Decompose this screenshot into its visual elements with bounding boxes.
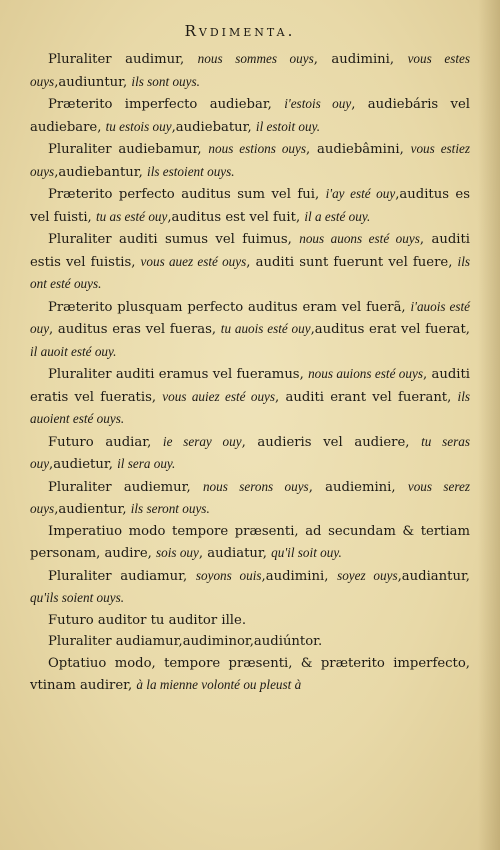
paragraph xyxy=(30,183,470,228)
french-translation: soyons ouis xyxy=(195,567,262,583)
french-translation: il auoit esté ouy. xyxy=(30,343,117,359)
latin-text: , auditus eras vel fueras, xyxy=(49,322,221,337)
french-translation: vous auez esté ouys xyxy=(140,253,247,269)
latin-text: ,auditus es vel fuisti, xyxy=(30,187,470,225)
french-translation: qu'ils soient ouys. xyxy=(30,590,125,605)
paragraph xyxy=(30,631,470,653)
french-translation: ils auoient esté ouys. xyxy=(30,388,471,426)
french-translation: i'estois ouy xyxy=(284,96,352,111)
french-translation: qu'il soit ouy. xyxy=(271,545,342,560)
french-translation: à la mienne volonté ou pleust à xyxy=(136,677,302,692)
french-translation: nous estions ouys xyxy=(208,141,306,156)
french-translation: tu as esté ouy xyxy=(95,208,168,224)
latin-text: , audiatur, xyxy=(198,546,272,561)
french-translation: soyez ouys xyxy=(337,567,398,583)
french-translation: tu estois ouy xyxy=(105,118,172,134)
latin-text: ,audiebatur, xyxy=(171,119,256,135)
paragraph xyxy=(30,296,470,364)
paragraph xyxy=(30,521,470,565)
french-translation: ils ont esté ouys. xyxy=(30,253,470,291)
french-translation: vous serez ouys xyxy=(30,478,470,516)
latin-text: , auditi erant vel fuerant, xyxy=(275,389,458,405)
latin-text: ,audiebantur, xyxy=(54,164,148,180)
french-translation: ils estoient ouys. xyxy=(147,163,235,179)
french-translation: il a esté ouy. xyxy=(304,208,371,224)
latin-text: Pluraliter audiebamur, xyxy=(48,142,209,157)
french-translation: tu seras ouy xyxy=(30,433,470,471)
latin-text: ,audientur, xyxy=(54,502,131,517)
latin-text: Præterito perfecto auditus sum vel fui, xyxy=(48,187,326,202)
french-translation: vous estes ouys xyxy=(30,51,470,89)
french-translation: ils sont ouys. xyxy=(131,73,200,89)
page-gutter-shadow xyxy=(478,0,500,850)
french-translation: i'ay esté ouy xyxy=(325,186,396,201)
latin-text: Futuro auditor tu auditor ille. xyxy=(48,612,247,628)
french-translation: il estoit ouy. xyxy=(255,118,321,134)
latin-text: ,audimini, xyxy=(261,568,338,584)
french-translation: vous estiez ouys xyxy=(30,141,470,179)
latin-text: Optatiuo modo, tempore præsenti, & præterito imperfecto, vtinam audirer, xyxy=(30,655,470,693)
french-translation: nous serons ouys xyxy=(202,478,309,494)
french-translation: nous auions esté ouys xyxy=(308,366,423,381)
french-translation: nous auons esté ouys xyxy=(299,231,420,246)
french-translation: vous auiez esté ouys xyxy=(162,388,276,404)
latin-text: , auditi eratis vel fueratis, xyxy=(30,367,470,405)
paragraph xyxy=(30,431,470,476)
paragraph xyxy=(30,228,470,296)
body-text xyxy=(30,48,470,697)
french-translation: nous sommes ouys xyxy=(197,51,314,66)
latin-text: ,audiuntur, xyxy=(54,74,132,90)
latin-text: Pluraliter audiamur, xyxy=(48,568,196,584)
latin-text: , audimini, xyxy=(313,52,408,67)
latin-text: Pluraliter audiemur, xyxy=(48,479,203,495)
latin-text: ,audietur, xyxy=(49,457,118,472)
paragraph xyxy=(30,565,470,610)
paragraph xyxy=(30,653,470,697)
paragraph xyxy=(30,138,470,183)
latin-text: Futuro audiar, xyxy=(48,434,163,450)
paragraph xyxy=(30,610,470,632)
latin-text: Pluraliter auditi eramus vel fueramus, xyxy=(48,367,309,382)
latin-text: , auditi sunt fuerunt vel fuere, xyxy=(246,254,458,270)
paragraph xyxy=(30,93,470,138)
paragraph xyxy=(30,363,470,431)
latin-text: Pluraliter audiamur,audiminor,audiúntor. xyxy=(48,634,323,649)
latin-text: ,audiantur, xyxy=(397,568,470,584)
latin-text: , auditi estis vel fuistis, xyxy=(30,232,470,270)
french-translation: il sera ouy. xyxy=(117,456,176,471)
latin-text: Imperatiuo modo tempore præsenti, ad secundam & tertiam personam, audire, xyxy=(30,523,470,561)
paragraph xyxy=(30,48,470,93)
latin-text: , audiebâmini, xyxy=(306,142,411,157)
latin-text: , audiemini, xyxy=(308,479,408,495)
running-header: Rvdimenta. xyxy=(184,22,296,40)
latin-text: , audiebáris vel audiebare, xyxy=(30,97,470,135)
french-translation: ie seray ouy xyxy=(162,433,242,449)
latin-text: Præterito plusquam perfecto auditus eram vel fuerã, xyxy=(48,299,411,315)
latin-text: Præterito imperfecto audiebar, xyxy=(48,97,285,112)
latin-text: , audieris vel audiere, xyxy=(241,434,422,450)
latin-text: ,auditus est vel fuit, xyxy=(167,209,305,225)
latin-text: Pluraliter auditi sumus vel fuimus, xyxy=(48,232,300,247)
french-translation: sois ouy xyxy=(156,545,199,560)
paragraph xyxy=(30,476,470,521)
french-translation: ils seront ouys. xyxy=(130,501,210,516)
latin-text: Pluraliter audimur, xyxy=(48,52,198,67)
french-translation: i'auois esté ouy xyxy=(30,298,470,336)
latin-text: ,auditus erat vel fuerat, xyxy=(310,322,470,337)
french-translation: tu auois esté ouy xyxy=(220,321,311,336)
